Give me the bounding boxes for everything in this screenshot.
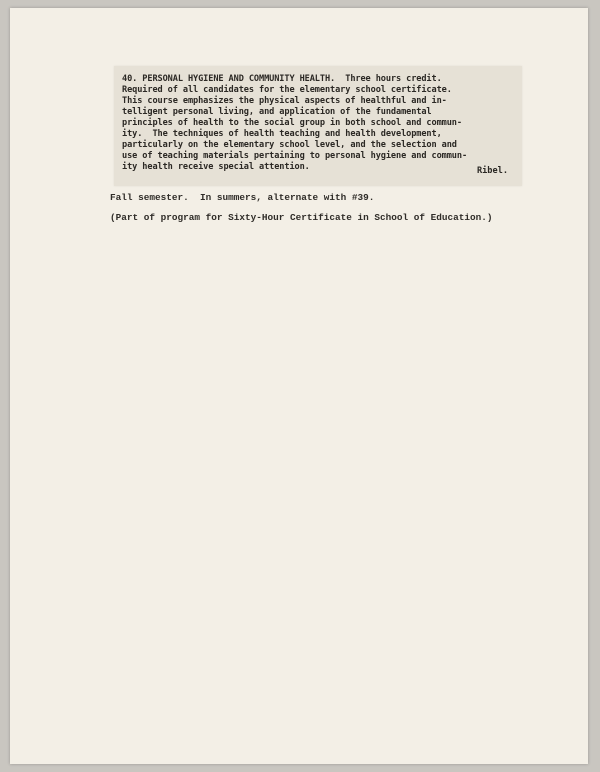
clip-line-7: particularly on the elementary school level, and the selection and <box>122 140 457 150</box>
semester-note: Fall semester. In summers, alternate with #39. <box>110 192 375 203</box>
clip-line-1: 40. PERSONAL HYGIENE AND COMMUNITY HEALTH. Three hours credit. <box>122 74 442 84</box>
clip-line-2: Required of all candidates for the elementary school certificate. <box>122 85 452 95</box>
clip-line-9: ity health receive special attention. <box>122 162 310 172</box>
clip-line-3: This course emphasizes the physical aspects of healthful and in- <box>122 96 447 106</box>
course-description-clipping <box>114 66 522 186</box>
clip-line-6: ity. The techniques of health teaching and health development, <box>122 129 442 139</box>
clip-line-8: use of teaching materials pertaining to personal hygiene and commun- <box>122 151 468 161</box>
program-note: (Part of program for Sixty-Hour Certificate in School of Education.) <box>110 212 493 223</box>
clip-line-5: principles of health to the social group in both school and commun- <box>122 118 462 128</box>
clip-line-4: telligent personal living, and application of the fundamental <box>122 107 432 117</box>
document-page <box>10 8 588 764</box>
instructor-signature: Ribel. <box>476 166 508 176</box>
